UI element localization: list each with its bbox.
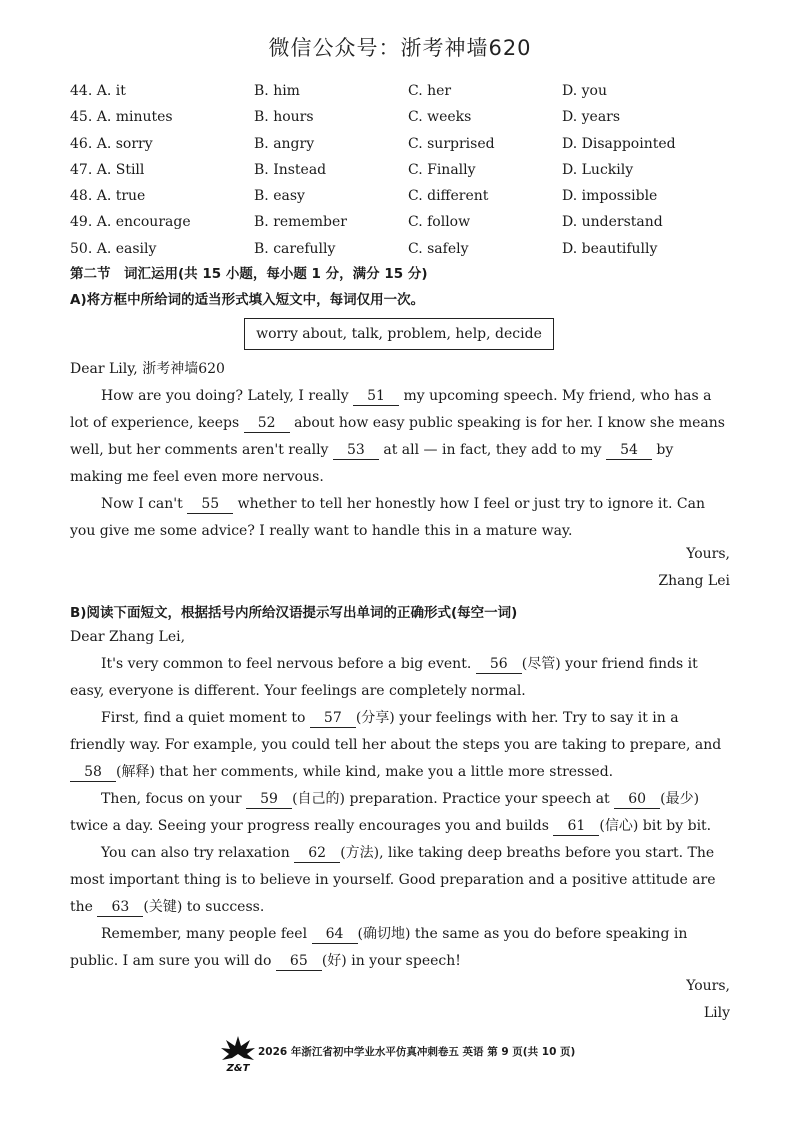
word-box: worry about, talk, problem, help, decide [244, 318, 554, 350]
blank-52: 52 [244, 414, 290, 433]
footer-text: 2026 年浙江省初中学业水平仿真冲刺卷五 英语 第 9 页(共 10 页) [258, 1046, 576, 1058]
answer-options [70, 78, 750, 262]
hint-64: (确切地) [357, 926, 411, 942]
option-d: D. impossible [562, 188, 658, 205]
option-d: D. beautifully [562, 240, 658, 257]
blank-53: 53 [333, 441, 379, 460]
option-a: 49. A. encourage [70, 214, 191, 231]
blank-51: 51 [353, 387, 399, 406]
option-c: C. weeks [408, 109, 472, 126]
hint-59: (自己的) [292, 791, 345, 807]
page-footer [220, 1034, 680, 1074]
option-d: D. you [562, 83, 607, 99]
option-c: C. different [408, 188, 489, 205]
hint-63: (关键) [143, 899, 183, 915]
letter-b-paragraph-2: First, find a quiet moment to 57 (分享) your feelings with her. Try to say it in a friendly way. For example, you could tell her about the steps you are taking to prepare, and 58 (解释) that her comments, while kind, make you a little more stressed. [70, 710, 722, 780]
blank-59: 59 [246, 790, 292, 809]
publisher-logo-icon [220, 1034, 256, 1074]
blank-61: 61 [553, 817, 599, 836]
option-d: D. years [562, 109, 621, 126]
option-b: B. carefully [254, 240, 336, 257]
letter-a-paragraph-1: How are you doing? Lately, I really 51 my upcoming speech. My friend, who has a lot of experience, keeps 52 about how easy public speaking is for her. I know she means well, but her comments aren't really 53 at all — in fact, they add to my 54 by making me feel even more nervous. [70, 388, 725, 485]
option-c: C. her [408, 83, 452, 99]
hint-56: (尽管) [521, 656, 561, 672]
blank-54: 54 [606, 441, 652, 460]
letter-b-signature: Lily [703, 1005, 730, 1021]
option-row [70, 104, 750, 130]
option-a: 46. A. sorry [70, 135, 153, 152]
option-a: 50. A. easily [70, 240, 157, 257]
logo-text: Z&T [226, 1063, 250, 1074]
blank-64: 64 [312, 925, 358, 944]
option-c: C. surprised [408, 135, 495, 152]
option-c: C. safely [408, 240, 469, 257]
option-row [70, 78, 750, 104]
option-b: B. him [254, 83, 300, 99]
part-a-instruction: A)将方框中所给词的适当形式填入短文中，每词仅用一次。 [70, 292, 425, 308]
option-row [70, 183, 750, 209]
option-b: B. easy [254, 188, 305, 205]
letter-a-greeting: Dear Lily, 浙考神墙620 [70, 361, 225, 377]
letter-a-signature: Zhang Lei [658, 573, 730, 589]
option-row [70, 209, 750, 235]
option-row [70, 236, 750, 262]
letter-a-paragraph-2: Now I can't 55 whether to tell her honestly how I feel or just try to ignore it. Can you give me some advice? I really want to handle this in a mature way. [70, 496, 706, 539]
blank-65: 65 [276, 952, 322, 971]
part-b-instruction: B)阅读下面短文，根据括号内所给汉语提示写出单词的正确形式(每空一词) [70, 605, 518, 621]
letter-b-paragraph-3: Then, focus on your 59 (自己的) preparation. Practice your speech at 60 (最少) twice a day. Seeing your progress really encourages you and builds 61 (信心) bit by bit. [70, 791, 712, 834]
option-a: 44. A. it [70, 83, 126, 99]
option-d: D. Disappointed [562, 135, 676, 152]
hint-65: (好) [321, 953, 347, 969]
hint-62: (方法) [340, 845, 380, 861]
letter-b-greeting: Dear Zhang Lei, [70, 629, 186, 645]
section-title: 第二节 词汇运用(共 15 小题，每小题 1 分，满分 15 分) [70, 266, 428, 282]
hint-58: (解释) [116, 764, 155, 780]
option-b: B. angry [254, 135, 315, 152]
letter-a-closing: Yours, [686, 546, 730, 562]
letter-b-paragraph-1: It's very common to feel nervous before a big event. 56 (尽管) your friend finds it easy, everyone is different. Your feelings are completely normal. [70, 656, 698, 699]
option-b: B. remember [254, 214, 347, 231]
hint-61: (信心) [599, 818, 639, 834]
hint-60: (最少) [660, 791, 700, 807]
option-a: 45. A. minutes [70, 109, 173, 126]
option-a: 48. A. true [70, 188, 146, 205]
blank-62: 62 [294, 844, 340, 863]
option-c: C. Finally [408, 161, 476, 178]
option-d: D. understand [562, 214, 663, 231]
option-a: 47. A. Still [70, 161, 145, 178]
option-b: B. hours [254, 109, 314, 126]
option-d: D. Luckily [562, 161, 634, 178]
letter-b-paragraph-5: Remember, many people feel 64 (确切地) the same as you do before speaking in public. I am sure you will do 65 (好) in your speech! [70, 926, 688, 969]
option-c: C. follow [408, 214, 471, 231]
blank-55: 55 [187, 495, 233, 514]
blank-58: 58 [70, 763, 116, 782]
blank-56: 56 [476, 655, 522, 674]
letter-b-closing: Yours, [686, 978, 730, 994]
option-b: B. Instead [254, 161, 327, 178]
hint-57: (分享) [355, 710, 395, 726]
blank-63: 63 [97, 898, 143, 917]
letter-b-paragraph-4: You can also try relaxation 62 (方法), like taking deep breaths before you start. The most important thing is to believe in yourself. Good preparation and a positive attitude are the 63 (关键) to success. [70, 845, 716, 915]
blank-60: 60 [614, 790, 660, 809]
option-row [70, 157, 750, 183]
blank-57: 57 [310, 709, 356, 728]
option-row [70, 131, 750, 157]
page-header: 微信公众号：浙考神墙620 [268, 36, 532, 60]
